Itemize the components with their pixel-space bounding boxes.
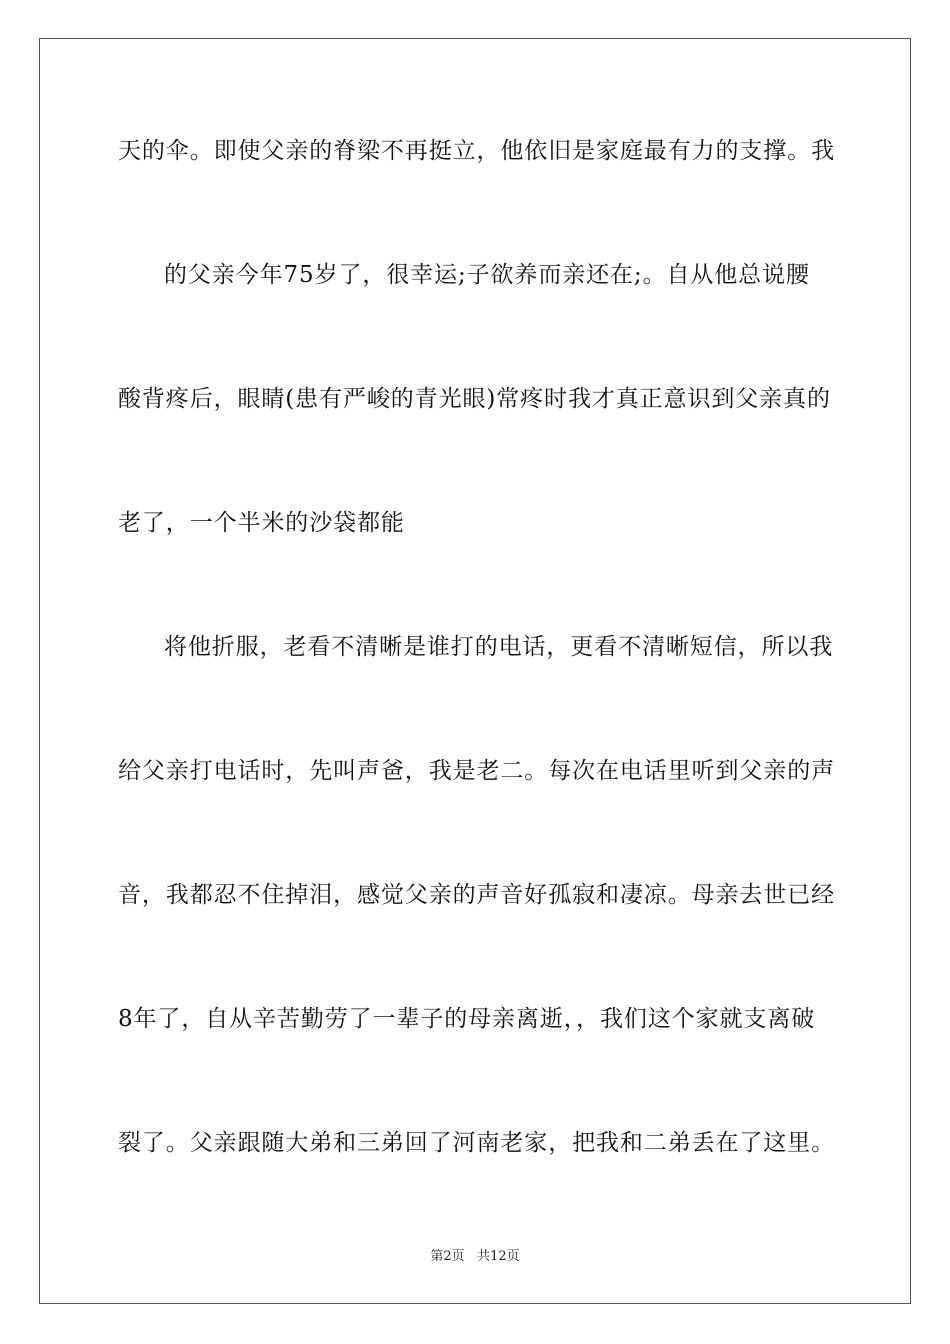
- paragraph-line-4: 老了，一个半米的沙袋都能: [118, 510, 405, 536]
- paragraph-line-3: 酸背疼后，眼睛(患有严峻的青光眼)常疼时我才真正意识到父亲真的: [118, 386, 831, 412]
- paragraph-line-1: 天的伞。即使父亲的脊梁不再挺立，他依旧是家庭最有力的支撑。我: [118, 138, 835, 164]
- page-total: 共12页: [477, 1249, 520, 1264]
- paragraph-line-6: 给父亲打电话时，先叫声爸，我是老二。每次在电话里听到父亲的声: [118, 758, 835, 784]
- paragraph-line-8: 8年了，自从辛苦勤劳了一辈子的母亲离逝，，我们这个家就支离破: [118, 1006, 816, 1032]
- page-number: 第2页: [430, 1249, 465, 1264]
- page-footer: [0, 1248, 950, 1266]
- paragraph-line-7: 音，我都忍不住掉泪，感觉父亲的声音好孤寂和凄凉。母亲去世已经: [118, 882, 835, 908]
- paragraph-line-5: 将他折服，老看不清晰是谁打的电话，更看不清晰短信，所以我: [164, 634, 834, 660]
- paragraph-line-9: 裂了。父亲跟随大弟和三弟回了河南老家，把我和二弟丢在了这里。: [118, 1130, 835, 1156]
- page-border: [39, 38, 911, 1304]
- paragraph-line-2: 的父亲今年75岁了，很幸运;子欲养而亲还在;。自从他总说腰: [164, 262, 810, 288]
